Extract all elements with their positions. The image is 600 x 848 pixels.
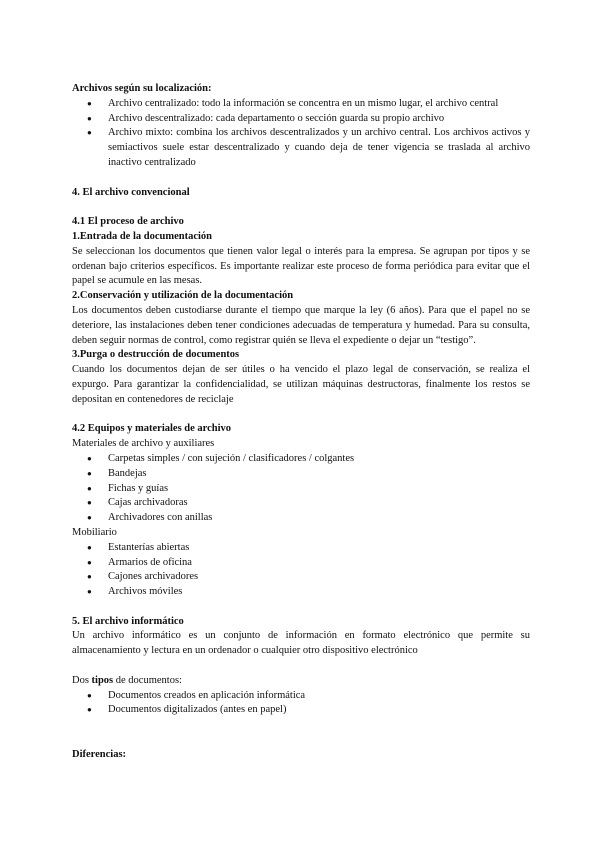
tipos-bold: tipos [91, 674, 114, 686]
list-item: ● Estanterías abiertas [72, 541, 530, 556]
list-item: ● Cajas archivadoras [72, 496, 530, 511]
diferencias-heading: Diferencias: [72, 748, 127, 760]
localizacion-heading: Archivos según su localización: [72, 83, 212, 94]
step-3-title: 3.Purga o destrucción de documentos [72, 349, 240, 361]
mobiliario-label: Mobiliario [72, 526, 117, 538]
list-item: ● Documentos creados en aplicación informática [72, 689, 530, 704]
step-2-text: Los documentos deben custodiarse durante el tiempo que marque la ley (6 años). Para que el papel no se deteriore, las instalaciones deben tener condiciones adecuadas de temperatura y humedad. Para su consulta, deben seguir normas de control, como registrar quién se lleva el expediente o dejar un “testigo”. [72, 304, 530, 346]
localizacion-list [72, 97, 530, 171]
tipos-label [72, 674, 530, 689]
list-item: ● Cajones archivadores [72, 570, 530, 585]
list-item: ● Armarios de oficina [72, 556, 530, 571]
tipos-post: de documentos: [113, 674, 182, 686]
section-4-2-title: 4.2 Equipos y materiales de archivo [72, 423, 232, 435]
document-page [72, 82, 530, 763]
list-item: ● Archivos móviles [72, 585, 530, 600]
step-1-text: Se seleccionan los documentos que tienen valor legal o interés para la empresa. Se agrupan por tipos y se ordenan bajo criterios específicos. Es importante realizar este proceso de forma periódica para evitar que el papel se acumule en las mesas. [72, 245, 530, 287]
step-1-title: 1.Entrada de la documentación [72, 230, 213, 242]
section-4-1-title: 4.1 El proceso de archivo [72, 216, 184, 228]
list-item: ● Archivo centralizado: todo la información se concentra en un mismo lugar, el archivo central [72, 97, 530, 112]
list-item: ● Archivadores con anillas [72, 511, 530, 526]
step-3-text: Cuando los documentos dejan de ser útiles o ha vencido el plazo legal de conservación, se realiza el expurgo. Para garantizar la confidencialidad, se utilizan máquinas destructoras, finalmente los restos se depositan en contenedores de reciclaje [72, 364, 530, 405]
step-2-title: 2.Conservación y utilización de la documentación [72, 290, 294, 302]
tipos-list [72, 689, 530, 719]
section-5-text: Un archivo informático es un conjunto de información en formato electrónico que permite su almacenamiento y lectura en un ordenador o cualquier otro dispositivo electrónico [72, 630, 530, 657]
list-item: ● Carpetas simples / con sujeción / clasificadores / colgantes [72, 452, 530, 467]
section-4-title: 4. El archivo convencional [72, 186, 190, 198]
mobiliario-list [72, 541, 530, 600]
section-5-title: 5. El archivo informático [72, 615, 184, 627]
materiales-list [72, 452, 530, 526]
list-item: ● Archivo mixto: combina los archivos descentralizados y un archivo central. Los archivos activos y semiactivos suele estar descentralizado y cuando deja de tener vigencia se traslada al archivo inactivo centralizado [72, 126, 530, 170]
materiales-label: Materiales de archivo y auxiliares [72, 438, 215, 450]
list-item: ● Bandejas [72, 467, 530, 482]
list-item: ● Archivo descentralizado: cada departamento o sección guarda su propio archivo [72, 112, 530, 127]
list-item: ● Documentos digitalizados (antes en papel) [72, 703, 530, 718]
list-item: ● Fichas y guías [72, 482, 530, 497]
tipos-pre: Dos [72, 674, 92, 686]
